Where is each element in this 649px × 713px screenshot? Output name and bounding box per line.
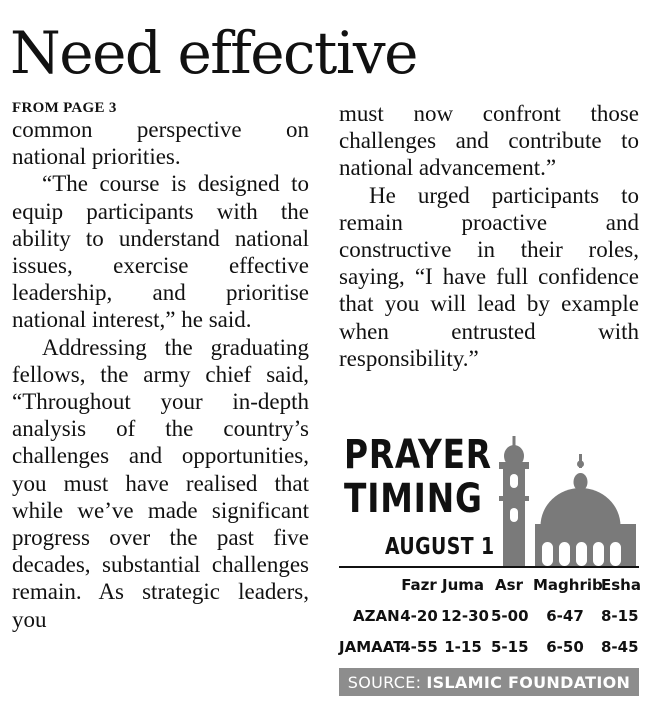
prayer-header-row: [339, 572, 639, 603]
article-column-left: [12, 100, 309, 633]
table-row: [339, 634, 639, 665]
time-value: 6-47: [546, 607, 584, 625]
mosque-icon: [497, 434, 639, 566]
time-value: 4-55: [400, 638, 438, 656]
time-value: 5-15: [491, 638, 529, 656]
source-bar: [339, 668, 639, 696]
prayer-table: [339, 572, 639, 665]
row-label: AZAN: [353, 607, 400, 625]
from-page-label: FROM PAGE 3: [12, 100, 117, 116]
divider: [339, 566, 639, 568]
time-value: 8-45: [601, 638, 639, 656]
source-label: SOURCE:: [347, 672, 422, 692]
column-header: Maghrib: [533, 576, 603, 594]
column-header: Esha: [601, 576, 641, 594]
paragraph: He urged participants to remain proactive and constructive in their roles, saying, “I have full confidence that you will lead by example when entrusted with responsibility.”: [339, 182, 639, 371]
paragraph: Addressing the graduating fellows, the army chief said, “Throughout your in-depth analysis of the country’s challenges and opportunities, you must have realised that while we’ve made significant progress over the past five decades, substantial challenges remain. As strategic leaders, you: [12, 334, 309, 632]
prayer-title-line2: TIMING: [344, 476, 483, 522]
prayer-title-line1: PRAYER: [344, 432, 492, 478]
paragraph: “The course is designed to equip participants with the ability to understand national issues, exercise effective leadership, and prioritise national interest,” he said.: [12, 171, 309, 333]
time-value: 6-50: [546, 638, 584, 656]
time-value: 5-00: [491, 607, 529, 625]
headline: Need effective: [10, 19, 417, 87]
time-value: 12-30: [441, 607, 489, 625]
time-value: 1-15: [444, 638, 482, 656]
paragraph: common perspective on national priorities.: [12, 117, 309, 170]
row-label: JAMAAT: [339, 638, 404, 656]
article-column-right: [339, 100, 639, 372]
time-value: 4-20: [400, 607, 438, 625]
column-header: Fazr: [401, 576, 437, 594]
column-header: Asr: [495, 576, 523, 594]
prayer-timing-box: [339, 430, 639, 698]
source-name: ISLAMIC FOUNDATION: [426, 672, 631, 692]
paragraph: must now confront those challenges and contribute to national advancement.”: [339, 101, 639, 181]
time-value: 8-15: [601, 607, 639, 625]
prayer-date: AUGUST 1: [385, 534, 495, 560]
column-header: Juma: [441, 576, 484, 594]
table-row: [339, 603, 639, 634]
